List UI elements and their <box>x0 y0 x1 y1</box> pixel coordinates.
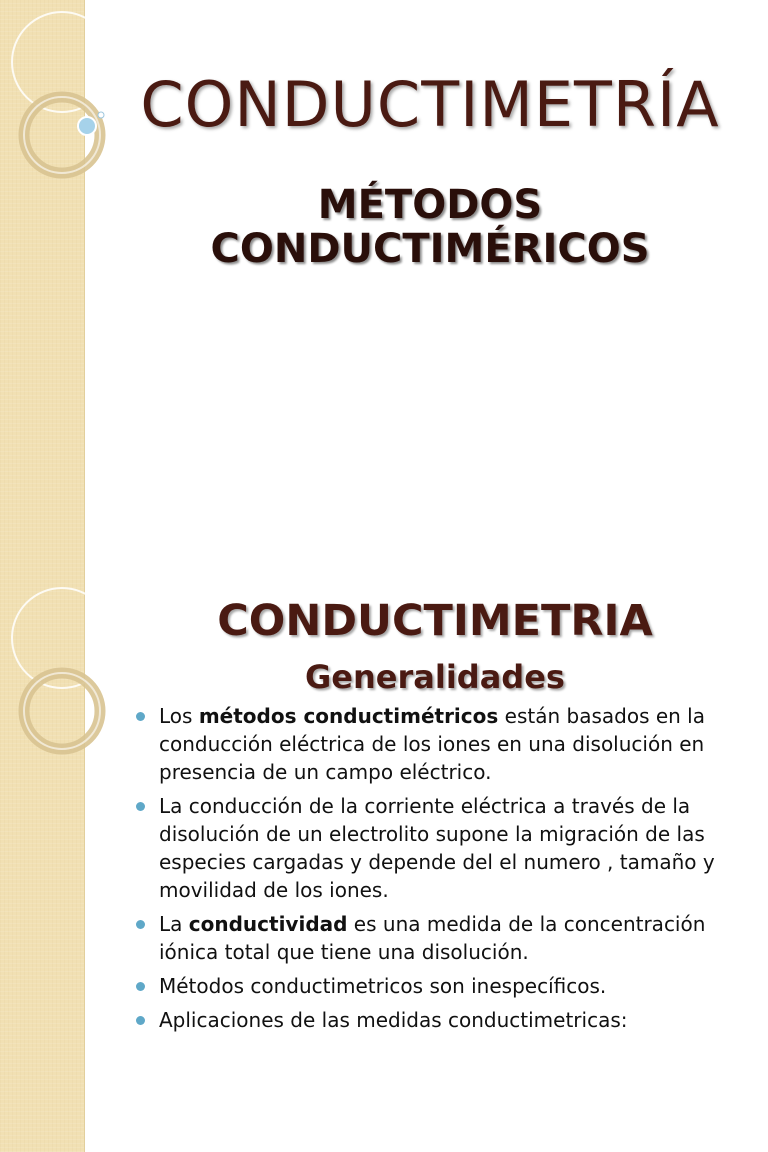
bullet-dot-icon <box>136 982 145 991</box>
bullet-text-bold: conductividad <box>188 912 348 936</box>
slide-title-heading: CONDUCTIMETRÍA <box>140 68 720 141</box>
bullet-text: Métodos conductimetricos son inespecíficos. <box>159 974 607 998</box>
bullet-item <box>136 972 736 1000</box>
bullet-item <box>136 1006 736 1034</box>
bullet-text-post: están basados en la conducción eléctrica de los iones en una disolución en presencia de un campo eléctrico. <box>159 704 705 784</box>
bullet-text-pre: Los <box>159 704 199 728</box>
subtitle-line-1: MÉTODOS <box>317 182 543 228</box>
subtitle-line-2: CONDUCTIMÉRICOS <box>210 226 650 272</box>
bullet-dot-icon <box>136 802 145 811</box>
bullet-list <box>136 702 736 1040</box>
bullet-text-post: es una medida de la concentración iónica total que tiene una disolución. <box>159 912 706 964</box>
slide-subtitle <box>100 183 760 271</box>
bullet-text-bold: métodos conductimétricos <box>198 704 499 728</box>
bullet-text-pre: La <box>159 912 189 936</box>
slide-2-title: CONDUCTIMETRIA <box>217 596 653 646</box>
bullet-dot-icon <box>136 712 145 721</box>
bullet-item <box>136 702 736 786</box>
bullet-item <box>136 910 736 966</box>
slide-generalidades <box>0 576 768 1152</box>
bullet-item <box>136 792 736 904</box>
bullet-text: Aplicaciones de las medidas conductimetricas: <box>159 1008 628 1032</box>
bullet-dot-icon <box>136 920 145 929</box>
bullet-text: La conducción de la corriente eléctrica a través de la disolución de un electrolito supone la migración de las especies cargadas y depende del el numero , tamaño y movilidad de los iones. <box>159 794 715 902</box>
slide-2-subtitle: Generalidades <box>305 658 565 696</box>
